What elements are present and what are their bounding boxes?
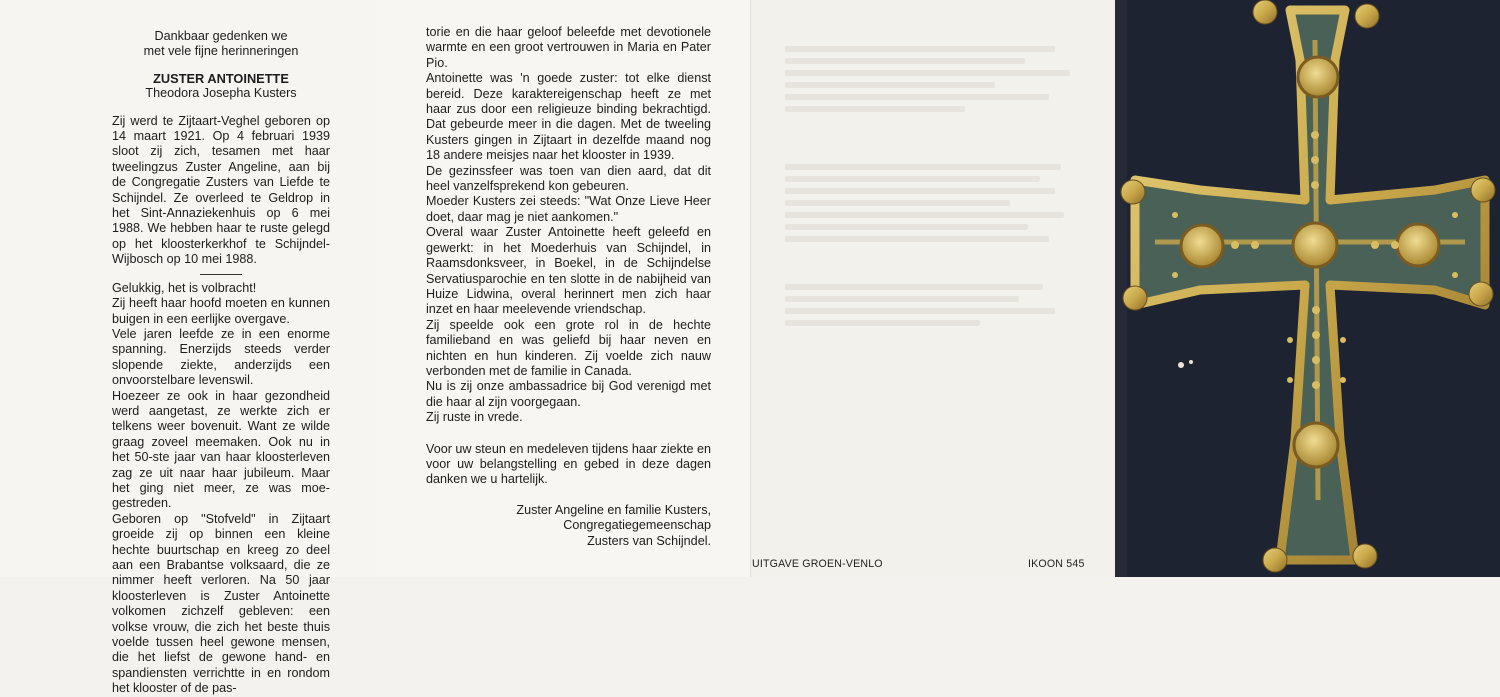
paragraph-5: Geboren op "Stofveld" in Zijtaart groeide zij op binnen een kleine hechte buurtschap en kreeg zo deel aan een Brabantse volksaard, die ze nimmer heeft verloren. Na 50 jaar kloosterleven is Zuster Antoinette volkomen zichzelf gebleven: een volkse vrouw, die zich het beste thuis voelde tussen heel gewone mensen, die het liefst de gewone hand- en spandiensten verrichtte in en rondom het klooster of de pas-	[112, 511, 330, 696]
signature-line-1: Zuster Angeline en familie Kusters,	[516, 502, 711, 517]
paragraph-7: Antoinette was 'n goede zuster: tot elke dienst bereid. Deze karaktereigenschap heeft ze met haar zus door een religieuze binding bekrachtigd. Dat gebeurde meer in die dagen. Met de tweeling Kusters gingen in Zijtaart in dezelfde maand nog 18 andere meisjes naar het klooster in 1939.	[426, 71, 711, 163]
thanks-paragraph: Voor uw steun en medeleven tijdens haar ziekte en voor uw belangstelling en gebed in deze dagen danken we u hartelijk.	[426, 441, 711, 487]
paragraph-4: Hoezeer ze ook in haar gezondheid werd aangetast, ze werkte zich er telkens weer bovenuit. Want ze wilde graag zoveel meemaken. Ook nu in het 50-ste jaar van haar kloosterleven zag ze uit naar haar jubileum. Maar het ging niet meer, ze was moe-gestreden.	[112, 388, 330, 511]
intro-line-2: met vele fijne herinneringen	[143, 44, 299, 59]
show-through-text	[785, 40, 1085, 332]
intro-line-1: Dankbaar gedenken we	[154, 29, 288, 43]
signature-line-3: Zusters van Schijndel.	[587, 533, 711, 548]
deceased-name: ZUSTER ANTOINETTE	[153, 70, 289, 86]
paragraph-12: Nu is zij onze ambassadrice bij God verenigd met die haar al zijn voorgegaan.	[426, 379, 711, 409]
icon-code-label: IKOON 545	[1028, 558, 1085, 570]
cross-image-panel	[1115, 0, 1500, 577]
birth-name: Theodora Josepha Kusters	[145, 86, 297, 101]
paragraph-6: torie en die haar geloof beleefde met devotionele warmte en een groot vertrouwen in Maria en Pater Pio.	[426, 25, 711, 70]
paragraph-13: Zij ruste in vrede.	[426, 410, 523, 425]
signature-line-2: Congregatiegemeenschap	[563, 518, 711, 533]
paragraph-2: Zij heeft haar hoofd moeten en kunnen buigen in een eerlijke overgave.	[112, 296, 330, 326]
byzantine-cross-icon	[1115, 0, 1500, 577]
paragraph-1: Gelukkig, het is volbracht!	[112, 280, 257, 295]
bio-paragraph: Zij werd te Zijtaart-Veghel geboren op 14 maart 1921. Op 4 februari 1939 sloot zij zich, tesamen met haar tweelingzus Zuster Angeline, aan bij de Congregatie Zusters van Liefde te Schijndel. Ze overleed te Geldrop in het Sint-Annaziekenhuis op 6 mei 1988. We hebben haar te ruste gelegd op het kloosterkerkhof te Schijndel-Wijbosch op 10 mei 1988.	[112, 113, 330, 267]
paragraph-9: Moeder Kusters zei steeds: "Wat Onze Lieve Heer doet, daar mag je niet aankomen."	[426, 194, 711, 224]
paragraph-8: De gezinssfeer was toen van dien aard, dat dit heel vanzelfsprekend kon gebeuren.	[426, 163, 711, 194]
paragraph-10: Overal waar Zuster Antoinette heeft geleefd en gewerkt: in het Moederhuis van Schijndel, in Raamsdonksveer, in Boekel, in de Schijndelse Servatiusparochie en ten slotte in de nabijheid van Huize Lidwina, overal herinnert men zich haar inzet en haar meelevende vriendschap.	[426, 225, 711, 317]
left-column	[112, 29, 330, 697]
publisher-label: UITGAVE GROEN-VENLO	[752, 558, 883, 570]
paragraph-3: Vele jaren leefde ze in een enorme spanning. Enerzijds steeds verder slopende ziekte, anderzijds een onvoorstelbare levenswil.	[112, 326, 330, 388]
left-page	[0, 0, 375, 696]
paragraph-11: Zij speelde ook een grote rol in de hechte familieband en was geliefd bij haar neven en nichten en hun kinderen. Zij voelde zich nauw verbonden met de familie in Canada.	[426, 317, 711, 378]
right-column	[426, 25, 711, 549]
divider-rule	[200, 274, 242, 275]
